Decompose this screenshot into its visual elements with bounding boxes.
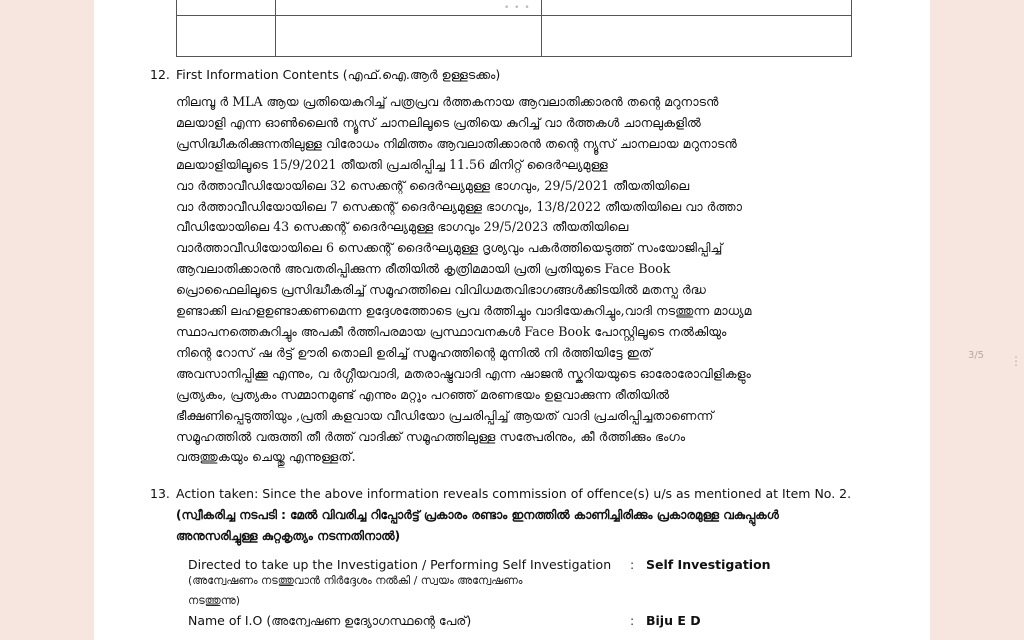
paragraph-line: ആവലാതിക്കാരൻ അവതരിപ്പിക്കുന്ന രീതിയിൽ കൃത്രിമമായി പ്രതി പ്രതിയുടെ Face Book xyxy=(176,261,671,277)
paragraph-line: മലയാളിയിലൂടെ 15/9/2021 തീയതി പ്രചരിപ്പിച്ച 11.56 മിനിറ്റ് ദൈർഘ്യമുള്ള xyxy=(176,156,608,172)
viewer-backdrop-left xyxy=(0,0,94,640)
table-cell xyxy=(177,16,276,57)
paragraph-line: നിലമ്പൂ ർ MLA ആയ പ്രതിയെകുറിച്ച് പത്രപ്രവ ർത്തകനായ ആവലാതിക്കാരൻ തന്റെ മറുനാടൻ xyxy=(176,94,719,109)
paragraph-line: പ്രൊഫൈലിലൂടെ പ്രസിദ്ധീകരിച്ച് സമൂഹത്തിലെ വിവിധമതവിഭാഗങ്ങൾക്കിടയിൽ മതസ്പ ർദ്ധ xyxy=(176,282,706,298)
directed-label: Directed to take up the Investigation / Performing Self Investigation xyxy=(188,557,612,572)
paragraph-line: മലയാളി എന്ന ഓൺലൈൻ ന്യൂസ് ചാനലിലൂടെ പ്രതിയെ കുറിച്ച് വാ ർത്തകൾ ചാനലുകളിൽ xyxy=(176,114,701,130)
field-colon: : xyxy=(630,613,635,628)
document-page xyxy=(94,0,930,640)
table-cell xyxy=(177,0,276,16)
io-name-label: Name of I.O (അന്വേഷണ ഉദ്യോഗസ്ഥന്റെ പേര്) xyxy=(188,613,472,628)
paragraph-line: പ്രസിദ്ധീകരിക്കുന്നതിലുള്ള വിരോധം നിമിത്തം ആവലാതിക്കാരൻ തന്റെ ന്യൂസ് ചാനലായ മറുനാടൻ xyxy=(176,135,737,151)
table-cell xyxy=(276,16,542,57)
paragraph-line: വീഡിയോയിലെ 43 സെക്കന്റ് ദൈർഘ്യമുള്ള ഭാഗവും 29/5/2023 തീയതിയിലെ xyxy=(176,219,629,235)
section-13-number: 13. xyxy=(150,486,170,501)
paragraph-line: നിന്റെ റോസ് ഷ ർട്ട് ഊരി തൊലി ഉരിച്ച് സമൂഹത്തിന്റെ മുന്നിൽ നി ർത്തിയിട്ടേ ഇത് xyxy=(176,344,653,360)
page-indicator-text: 3/5 xyxy=(967,350,985,361)
directed-label-ml: (അന്വേഷണം നടത്തുവാൻ നിർദ്ദേശം നൽകി / സ്വയം അന്വേഷണം xyxy=(188,574,523,587)
drag-dots-icon: • • • xyxy=(504,3,531,13)
more-options-icon[interactable]: ⋮ xyxy=(1010,354,1022,368)
fir-contents-paragraph xyxy=(176,92,856,468)
table-cell xyxy=(542,16,852,57)
paragraph-line: ഉണ്ടാക്കി ലഹളഉണ്ടാക്കണമെന്ന ഉദ്ദേശത്തോടെ പ്രവ ർത്തിച്ചും വാദിയേകുറിച്ചും,വാദി നടത്തുന്ന മാധ്യമ xyxy=(176,303,752,319)
paragraph-line: വരുത്തുകയും ചെയ്തു എന്നുള്ളത്. xyxy=(176,449,356,465)
investigation-type-value: Self Investigation xyxy=(646,557,771,572)
section-12-heading: First Information Contents (എഫ്.ഐ.ആർ ഉള്ളടക്കം) xyxy=(176,67,501,82)
section-12-number: 12. xyxy=(150,67,170,82)
paragraph-line: ഭീക്ഷണിപ്പെടുത്തിയും ,പ്രതി കളവായ വീഡിയോ പ്രചരിപ്പിച്ച് ആയത് വാദി പ്രചരിപ്പിച്ചതാണെന്ന് xyxy=(176,407,714,423)
section-13-heading: Action taken: Since the above information reveals commission of offence(s) u/s as mentioned at Item No. 2. xyxy=(176,486,852,501)
paragraph-line: വാ ർത്താവീഡിയോയിലെ 32 സെക്കന്റ് ദൈർഘ്യമുള്ള ഭാഗവും, 29/5/2021 തീയതിയിലെ xyxy=(176,177,690,193)
paragraph-line: പ്രത്യകം, പ്രത്യകം സമ്മാനമുണ്ട് എന്നും മറ്റും പറഞ്ഞ് മരണഭയം ഉളവാക്കുന്ന രീതിയിൽ xyxy=(176,386,670,402)
paragraph-line: സ്ഥാപനത്തെകുറിച്ചും അപകീ ർത്തിപരമായ പ്രസ്ഥാവനകൾ Face Book പോസ്റ്റിലൂടെ നൽകിയും xyxy=(176,323,727,339)
paragraph-line: വാ ർത്താവീഡിയോയിലെ 7 സെക്കന്റ് ദൈർഘ്യമുള്ള ഭാഗവും, 13/8/2022 തീയതിയിലെ വാ ർത്താ xyxy=(176,198,743,214)
field-colon: : xyxy=(630,557,635,572)
paragraph-line: സമൂഹത്തിൽ വരുത്തി തീ ർത്ത് വാദിക്ക് സമൂഹത്തിലുള്ള സത്പേരിനും, കീ ർത്തിക്കും ഭംഗം xyxy=(176,428,686,444)
section-13-heading-ml-1: (സ്വീകരിച്ച നടപടി : മേൽ വിവരിച്ച റിപ്പോർട്ട് പ്രകാരം രണ്ടാം ഇനത്തിൽ കാണിച്ചിരിക്കും പ്രകാരമുള്ള വകുപ്പുകൾ xyxy=(176,508,779,522)
page-indicator[interactable] xyxy=(956,350,996,386)
table-cell xyxy=(542,0,852,16)
table-cell xyxy=(276,0,542,16)
section-13-heading-ml-2: അനുസരിച്ചുള്ള കുറ്റകൃത്യം നടന്നതിനാൽ) xyxy=(176,529,401,543)
io-name-value: Biju E D xyxy=(646,613,701,628)
viewer-backdrop-right xyxy=(930,0,1024,640)
directed-label-ml-2: നടത്തുന്നു) xyxy=(188,594,241,607)
paragraph-line: വാർത്താവീഡിയോയിലെ 6 സെക്കന്റ് ദൈർഘ്യമുള്ള ദൃശ്യവും പകർത്തിയെടുത്ത് സംയോജിപ്പിച്ച് xyxy=(176,240,723,256)
paragraph-line: അവസാനിപ്പിക്കൂ എന്നും, വ ർഗ്ഗീയവാദി, മതരാഷ്ട്രവാദി എന്ന ഷാജൻ സ്കറിയയുടെ ഓരോരോവിളികളും xyxy=(176,365,751,381)
